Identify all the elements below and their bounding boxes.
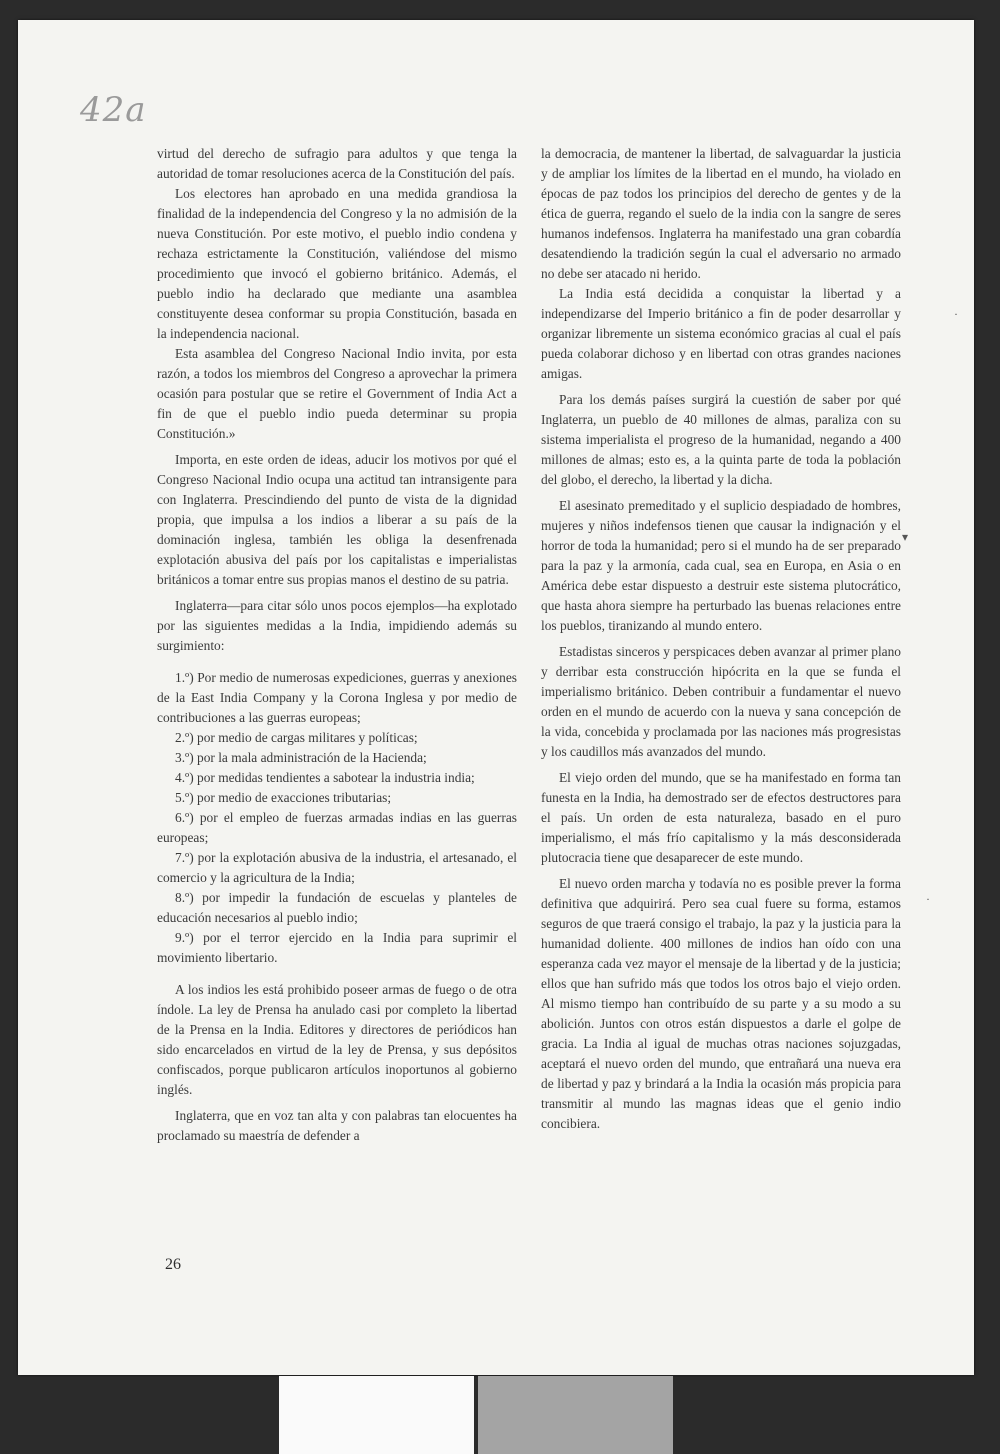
paragraph: A los indios les está prohibido poseer armas de fuego o de otra índole. La ley de Prensa ha anulado casi por completo la libertad de la Prensa en la India. Editores y directores de periódicos han sido encarcelados en virtud de la ley de Prensa, y sus depósitos confiscados, porque publicaron artículos inoportunos al gobierno inglés. [157,982,517,1097]
calibration-strip-white [279,1376,474,1454]
handwritten-page-note: 42a [80,90,147,130]
list-item: 9.º) por el terror ejercido en la India para suprimir el movimiento libertario. [157,930,517,965]
paragraph: Importa, en este orden de ideas, aducir los motivos por qué el Congreso Nacional Indio ocupa una actitud tan intransigente para con Inglaterra. Prescindiendo del punto de vista de la dignidad propia, que impulsa a los indios a liberar a su país de la dominación inglesa, también les obliga la desenfrenada explotación abusiva del país por los capitalistas e imperialistas británicos a tomar entre sus propias manos el destino de su patria. [157,452,517,587]
list-item: 2.º) por medio de cargas militares y políticas; [175,730,418,745]
page-number: 26 [165,1256,181,1273]
paragraph: la democracia, de mantener la libertad, de salvaguardar la justicia y de ampliar los límites de la libertad en el mundo, ha violado en épocas de paz todos los principios del derecho de gentes y de la ética de guerra, regando el suelo de la india con la sangre de seres humanos indefensos. Inglaterra ha manifestado una gran cobardía desatendiendo la tradición según la cual el adversario no armado no debe ser atacado ni herido. [541,146,901,281]
list-item: 5.º) por medio de exacciones tributarias; [175,790,392,805]
paragraph: El asesinato premeditado y el suplicio despiadado de hombres, mujeres y niños indefensos tienen que causar la indignación y el horror de toda la humanidad; pero si el mundo ha de ser preparado para la paz y la armonía, cada cual, sea en Europa, en Asia o en América debe estar dispuesto a destruir este sistema plutocrático, que hasta ahora siempre ha perturbado las buenas relaciones entre los pueblos, tiranizando al mundo entero. [541,498,901,633]
left-text-column [157,144,517,1146]
paragraph: Los electores han aprobado en una medida grandiosa la finalidad de la independencia del Congreso y la no admisión de la nueva Constitución. Por este motivo, el pueblo indio condena y rechaza estrictamente la Constitución, valiéndose del mismo procedimiento que invocó el gobierno británico. Además, el pueblo indio ha declarado que mediante una asamblea constituyente desea conformar su propia Constitución, basada en la independencia nacional. [157,186,517,341]
paragraph: Esta asamblea del Congreso Nacional Indio invita, por esta razón, a todos los miembros del Congreso a aprovechar la primera ocasión para postular que se retire el Government of India Act a fin de que el pueblo indio pueda determinar su propia Constitución.» [157,346,517,441]
list-item: 6.º) por el empleo de fuerzas armadas indias en las guerras europeas; [157,810,517,845]
paragraph: virtud del derecho de sufragio para adultos y que tenga la autoridad de tomar resoluciones acerca de la Constitución del país. [157,146,517,181]
paragraph: Inglaterra—para citar sólo unos pocos ejemplos—ha explotado por las siguientes medidas a la India, impidiendo además su surgimiento: [157,598,517,653]
paragraph: La India está decidida a conquistar la libertad y a independizarse del Imperio británico a fin de poder desarrollar y organizar libremente un sistema económico gracias al cual el país pueda colaborar dichoso y en libertad con otras grandes naciones amigas. [541,286,901,381]
list-item: 8.º) por impedir la fundación de escuelas y planteles de educación necesarios al pueblo indio; [157,890,517,925]
paragraph: El viejo orden del mundo, que se ha manifestado en forma tan funesta en la India, ha demostrado ser de efectos destructores para el país. Un orden de esta naturaleza, basado en el puro imperialismo, el más frío capitalismo y la más desconsiderada plutocracia tiene que desaparecer de este mundo. [541,770,901,865]
list-item: 1.º) Por medio de numerosas expediciones, guerras y anexiones de la East India Company y la Corona Inglesa y por medio de contribuciones a las guerras europeas; [157,670,517,725]
paragraph: Inglaterra, que en voz tan alta y con palabras tan elocuentes ha proclamado su maestría de defender a [157,1108,517,1143]
scan-speck: · [926,892,930,906]
scan-speck: ▾ [902,530,909,544]
paragraph: El nuevo orden marcha y todavía no es posible prever la forma definitiva que adquirirá. Pero sea cual fuere su forma, estamos seguros de que traerá consigo el trabajo, la paz y la justicia para la humanidad doliente. 400 millones de indios han oído con una esperanza cada vez mayor el mensaje de la libertad y de la justicia; ellos que han sufrido más que todos los otros bajo el viejo orden. Al mismo tiempo han contribuído de su parte y a su modo a su abolición. Juntos con otros están dispuestos a darle el golpe de gracia. La India al igual de muchas otras naciones sojuzgadas, aceptará el nuevo orden del mundo, que entrañará una nueva era de libertad y paz y brindará a la India la ocasión más propicia para transmitir al mundo las magnas ideas que el genio indio concibiera. [541,876,901,1131]
calibration-strip-gray [478,1376,673,1454]
paragraph: Para los demás países surgirá la cuestión de saber por qué Inglaterra, un pueblo de 40 millones de almas, paraliza con su sistema imperialista el progreso de la humanidad, negando a 400 millones de almas; esto es, a la quinta parte de toda la población del globo, el derecho, la libertad y la dicha. [541,392,901,487]
scan-speck: · [954,307,958,321]
right-text-column [541,144,901,1134]
list-item: 3.º) por la mala administración de la Hacienda; [175,750,427,765]
paragraph: Estadistas sinceros y perspicaces deben avanzar al primer plano y derribar esta construcción hipócrita en la que se funda el imperialismo británico. Deben contribuir a fundamentar el nuevo orden en el mundo de acuerdo con la nueva y sana concepción de la vida, concebida y proclamada por las naciones más progresistas y los caudillos más avanzados del mundo. [541,644,901,759]
list-item: 4.º) por medidas tendientes a sabotear la industria india; [175,770,475,785]
document-page [18,20,974,1375]
list-item: 7.º) por la explotación abusiva de la industria, el artesanado, el comercio y la agricultura de la India; [157,850,517,885]
